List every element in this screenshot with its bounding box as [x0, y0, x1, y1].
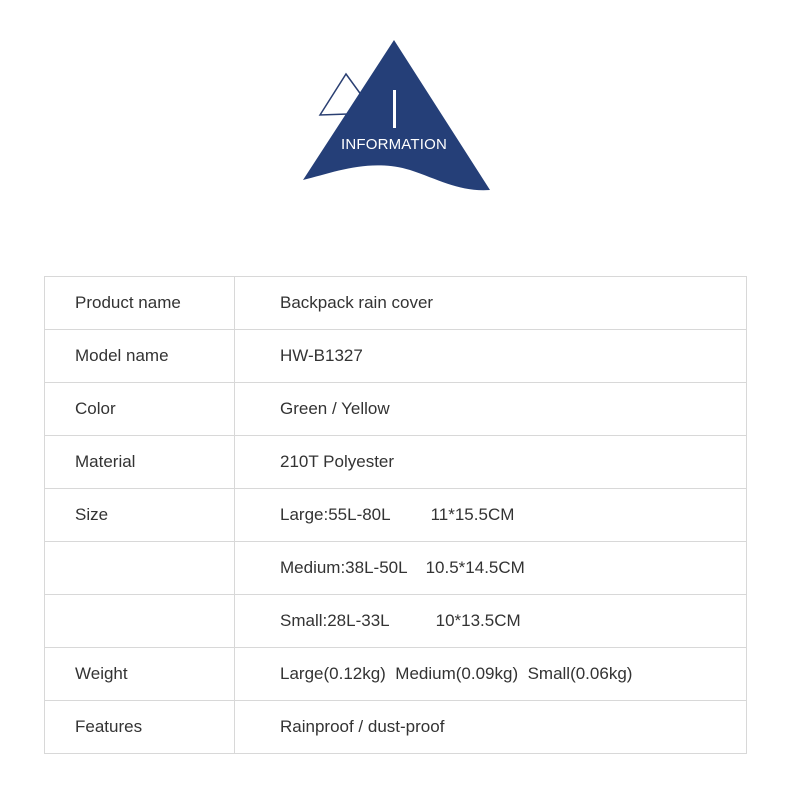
row-value: Green / Yellow: [235, 383, 747, 436]
size-dimensions: 10.5*14.5CM: [425, 558, 525, 577]
size-capacity: Medium:38L-50L: [280, 558, 408, 577]
table-row: [45, 542, 747, 595]
size-dimensions: 11*15.5CM: [430, 505, 515, 524]
row-value: [235, 595, 747, 648]
size-dimensions: 10*13.5CM: [435, 611, 521, 630]
row-key: [45, 595, 235, 648]
logo-label: INFORMATION: [340, 136, 448, 153]
row-key: Weight: [45, 648, 235, 701]
row-key: Features: [45, 701, 235, 754]
table-row: [45, 436, 747, 489]
row-key: Product name: [45, 277, 235, 330]
information-logo: [290, 30, 500, 205]
row-key: Color: [45, 383, 235, 436]
row-key: Model name: [45, 330, 235, 383]
table-row: [45, 489, 747, 542]
table-row: [45, 330, 747, 383]
row-value: Backpack rain cover: [235, 277, 747, 330]
row-value: HW-B1327: [235, 330, 747, 383]
row-value: [235, 489, 747, 542]
row-value: Large(0.12kg) Medium(0.09kg) Small(0.06kg): [235, 648, 747, 701]
row-key: Material: [45, 436, 235, 489]
row-value: [235, 542, 747, 595]
logo-letter-i: [393, 90, 396, 128]
table-row: [45, 277, 747, 330]
row-value: 210T Polyester: [235, 436, 747, 489]
table-row: [45, 648, 747, 701]
table-row: [45, 383, 747, 436]
row-value: Rainproof / dust-proof: [235, 701, 747, 754]
row-key: Size: [45, 489, 235, 542]
size-capacity: Large:55L-80L: [280, 505, 391, 524]
table-row: [45, 701, 747, 754]
size-capacity: Small:28L-33L: [280, 611, 390, 630]
table-row: [45, 595, 747, 648]
row-key: [45, 542, 235, 595]
spec-table: [44, 276, 747, 754]
